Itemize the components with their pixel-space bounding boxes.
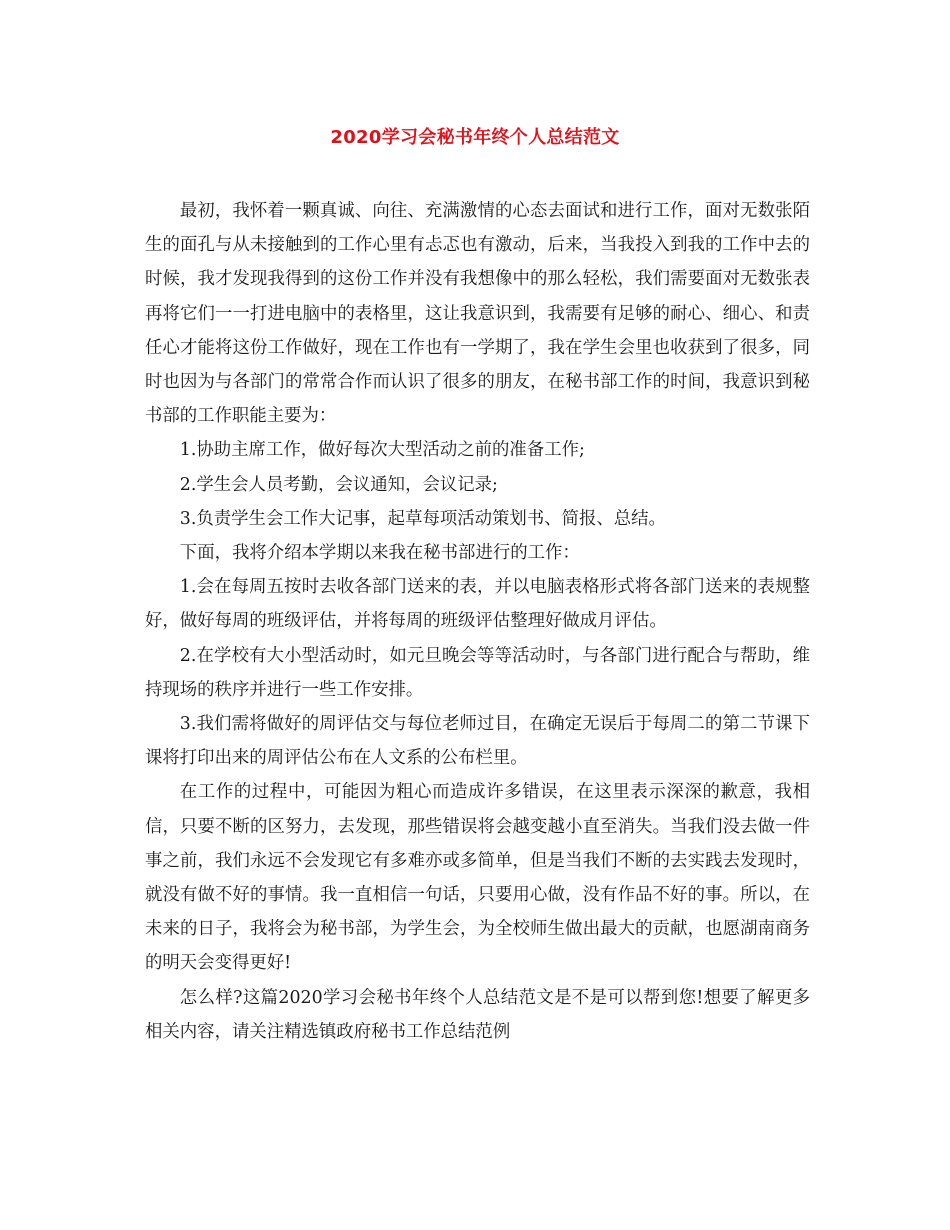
paragraph-closing: 怎么样?这篇2020学习会秘书年终个人总结范文是不是可以帮到您!想要了解更多相关内容，请关注精选镇政府秘书工作总结范例 <box>145 987 810 1042</box>
paragraph-intro: 最初，我怀着一颗真诚、向往、充满激情的心态去面试和进行工作，面对无数张陌生的面孔与从未接触到的工作心里有忐忑也有激动，后来，当我投入到我的工作中去的时候，我才发现我得到的这份工作并没有我想像中的那么轻松，我们需要面对无数张表再将它们一一打进电脑中的表格里，这让我意识到，我需要有足够的耐心、细心、和责任心才能将这份工作做好，现在工作也有一学期了，我在学生会里也收获到了很多，同时也因为与各部门的常常合作而认识了很多的朋友，在秘书部工作的时间，我意识到秘书部的工作职能主要为： <box>145 201 810 427</box>
paragraph-reflection: 在工作的过程中，可能因为粗心而造成许多错误，在这里表示深深的歉意，我相信，只要不断的区努力，去发现，那些错误将会越变越小直至消失。当我们没去做一件事之前，我们永远不会发现它有多难亦或多简单，但是当我们不断的去实践去发现时，就没有做不好的事情。我一直相信一句话，只要用心做，没有作品不好的事。所以，在未来的日子，我将会为秘书部，为学生会，为全校师生做出最大的贡献，也愿湖南商务的明天会变得更好! <box>145 782 810 974</box>
work-item-2: 2.在学校有大小型活动时，如元旦晚会等等活动时，与各部门进行配合与帮助，维持现场的秩序并进行一些工作安排。 <box>145 645 810 700</box>
duty-item-3: 3.负责学生会工作大记事，起草每项活动策划书、简报、总结。 <box>179 508 666 529</box>
work-item-1: 1.会在每周五按时去收各部门送来的表，并以电脑表格形式将各部门送来的表规整好，做好每周的班级评估，并将每周的班级评估整理好做成月评估。 <box>145 577 810 632</box>
duty-item-2: 2.学生会人员考勤，会议通知，会议记录; <box>179 474 498 495</box>
work-item-3: 3.我们需将做好的周评估交与每位老师过目，在确定无误后于每周二的第二节课下课将打印出来的周评估公布在人文系的公布栏里。 <box>145 714 810 769</box>
duty-item-1: 1.协助主席工作，做好每次大型活动之前的准备工作; <box>179 440 585 461</box>
paragraph-work-intro: 下面，我将介绍本学期以来我在秘书部进行的工作： <box>179 543 580 564</box>
document-title: 2020学习会秘书年终个人总结范文 <box>330 127 620 148</box>
document-body <box>145 194 810 1049</box>
